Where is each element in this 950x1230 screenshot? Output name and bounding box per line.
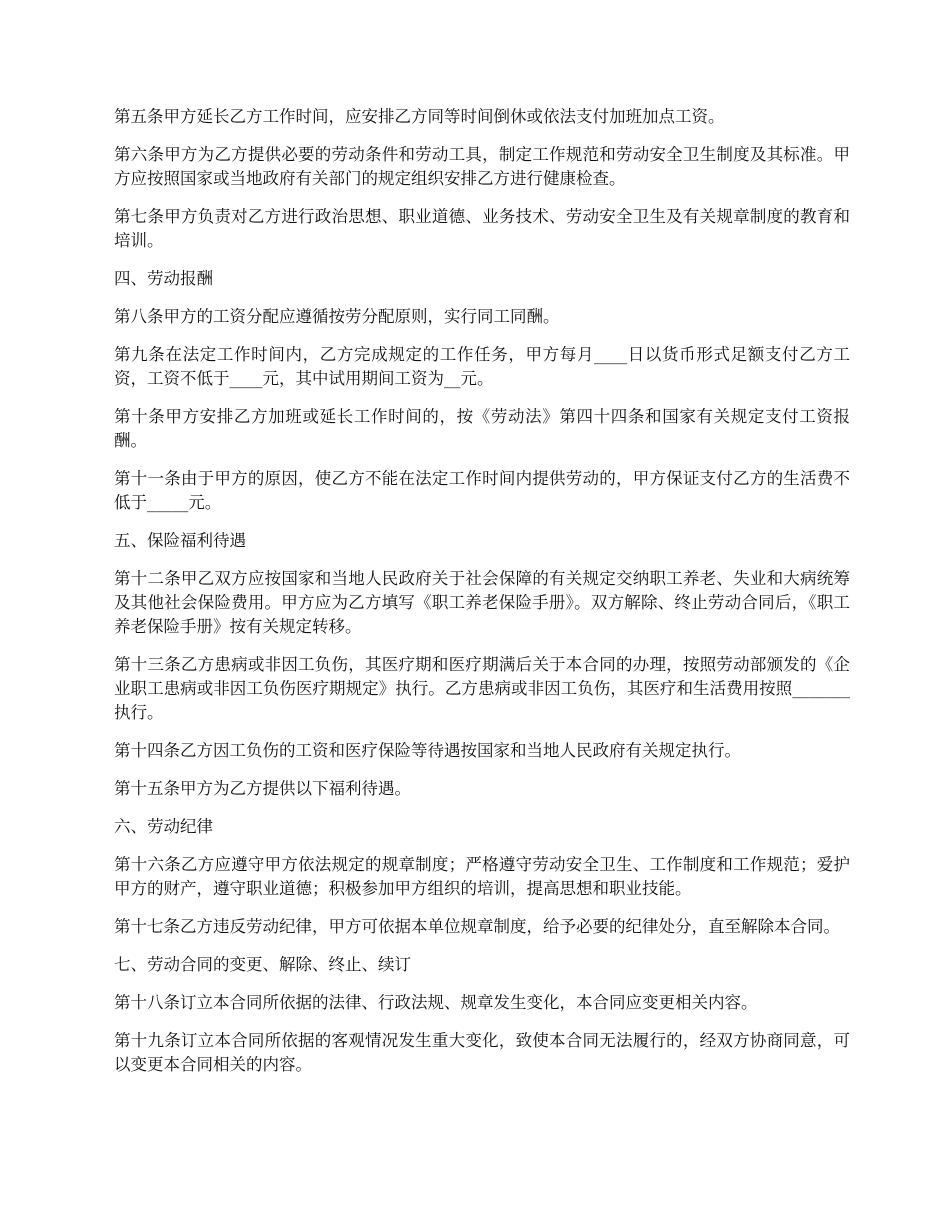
- article-18-paragraph: 第十八条订立本合同所依据的法律、行政法规、规章发生变化，本合同应变更相关内容。: [114, 993, 758, 1012]
- document-page: [114, 105, 850, 1091]
- article-8-paragraph: 第八条甲方的工资分配应遵循按劳分配原则，实行同工同酬。: [114, 307, 560, 326]
- article-19-paragraph: 第十九条订立本合同所依据的客观情况发生重大变化，致使本合同无法履行的，经双方协商同意，可以变更本合同相关的内容。: [114, 1031, 850, 1074]
- section-4-heading: 四、劳动报酬: [114, 269, 213, 288]
- article-14-paragraph: 第十四条乙方因工负伤的工资和医疗保险等待遇按国家和当地人民政府有关规定执行。: [114, 741, 741, 760]
- article-6-paragraph: 第六条甲方为乙方提供必要的劳动条件和劳动工具，制定工作规范和劳动安全卫生制度及其标准。甲方应按照国家或当地政府有关部门的规定组织安排乙方进行健康检查。: [114, 145, 850, 188]
- section-6-heading: 六、劳动纪律: [114, 817, 213, 836]
- article-12-paragraph: 第十二条甲乙双方应按国家和当地人民政府关于社会保障的有关规定交纳职工养老、失业和大病统筹及其他社会保险费用。甲方应为乙方填写《职工养老保险手册》。双方解除、终止劳动合同后，《职工养老保险手册》按有关规定转移。: [114, 569, 850, 636]
- section-7-heading: 七、劳动合同的变更、解除、终止、续订: [114, 955, 411, 974]
- article-5-paragraph: 第五条甲方延长乙方工作时间，应安排乙方同等时间倒休或依法支付加班加点工资。: [114, 107, 725, 126]
- article-17-paragraph: 第十七条乙方违反劳动纪律，甲方可依据本单位规章制度，给予必要的纪律处分，直至解除本合同。: [114, 917, 840, 936]
- article-11-paragraph: 第十一条由于甲方的原因，使乙方不能在法定工作时间内提供劳动的，甲方保证支付乙方的生活费不低于_____元。: [114, 469, 850, 512]
- article-9-paragraph: 第九条在法定工作时间内，乙方完成规定的工作任务，甲方每月____日以货币形式足额支付乙方工资，工资不低于____元，其中试用期间工资为__元。: [114, 345, 850, 388]
- article-13-paragraph: 第十三条乙方患病或非因工负伤，其医疗期和医疗期满后关于本合同的办理，按照劳动部颁发的《企业职工患病或非因工负伤医疗期规定》执行。乙方患病或非因工负伤，其医疗和生活费用按照_______执行。: [114, 655, 850, 722]
- article-15-paragraph: 第十五条甲方为乙方提供以下福利待遇。: [114, 779, 411, 798]
- article-7-paragraph: 第七条甲方负责对乙方进行政治思想、职业道德、业务技术、劳动安全卫生及有关规章制度的教育和培训。: [114, 207, 850, 250]
- article-16-paragraph: 第十六条乙方应遵守甲方依法规定的规章制度；严格遵守劳动安全卫生、工作制度和工作规范；爱护甲方的财产，遵守职业道德；积极参加甲方组织的培训，提高思想和职业技能。: [114, 855, 850, 898]
- article-10-paragraph: 第十条甲方安排乙方加班或延长工作时间的，按《劳动法》第四十四条和国家有关规定支付工资报酬。: [114, 407, 850, 450]
- section-5-heading: 五、保险福利待遇: [114, 531, 246, 550]
